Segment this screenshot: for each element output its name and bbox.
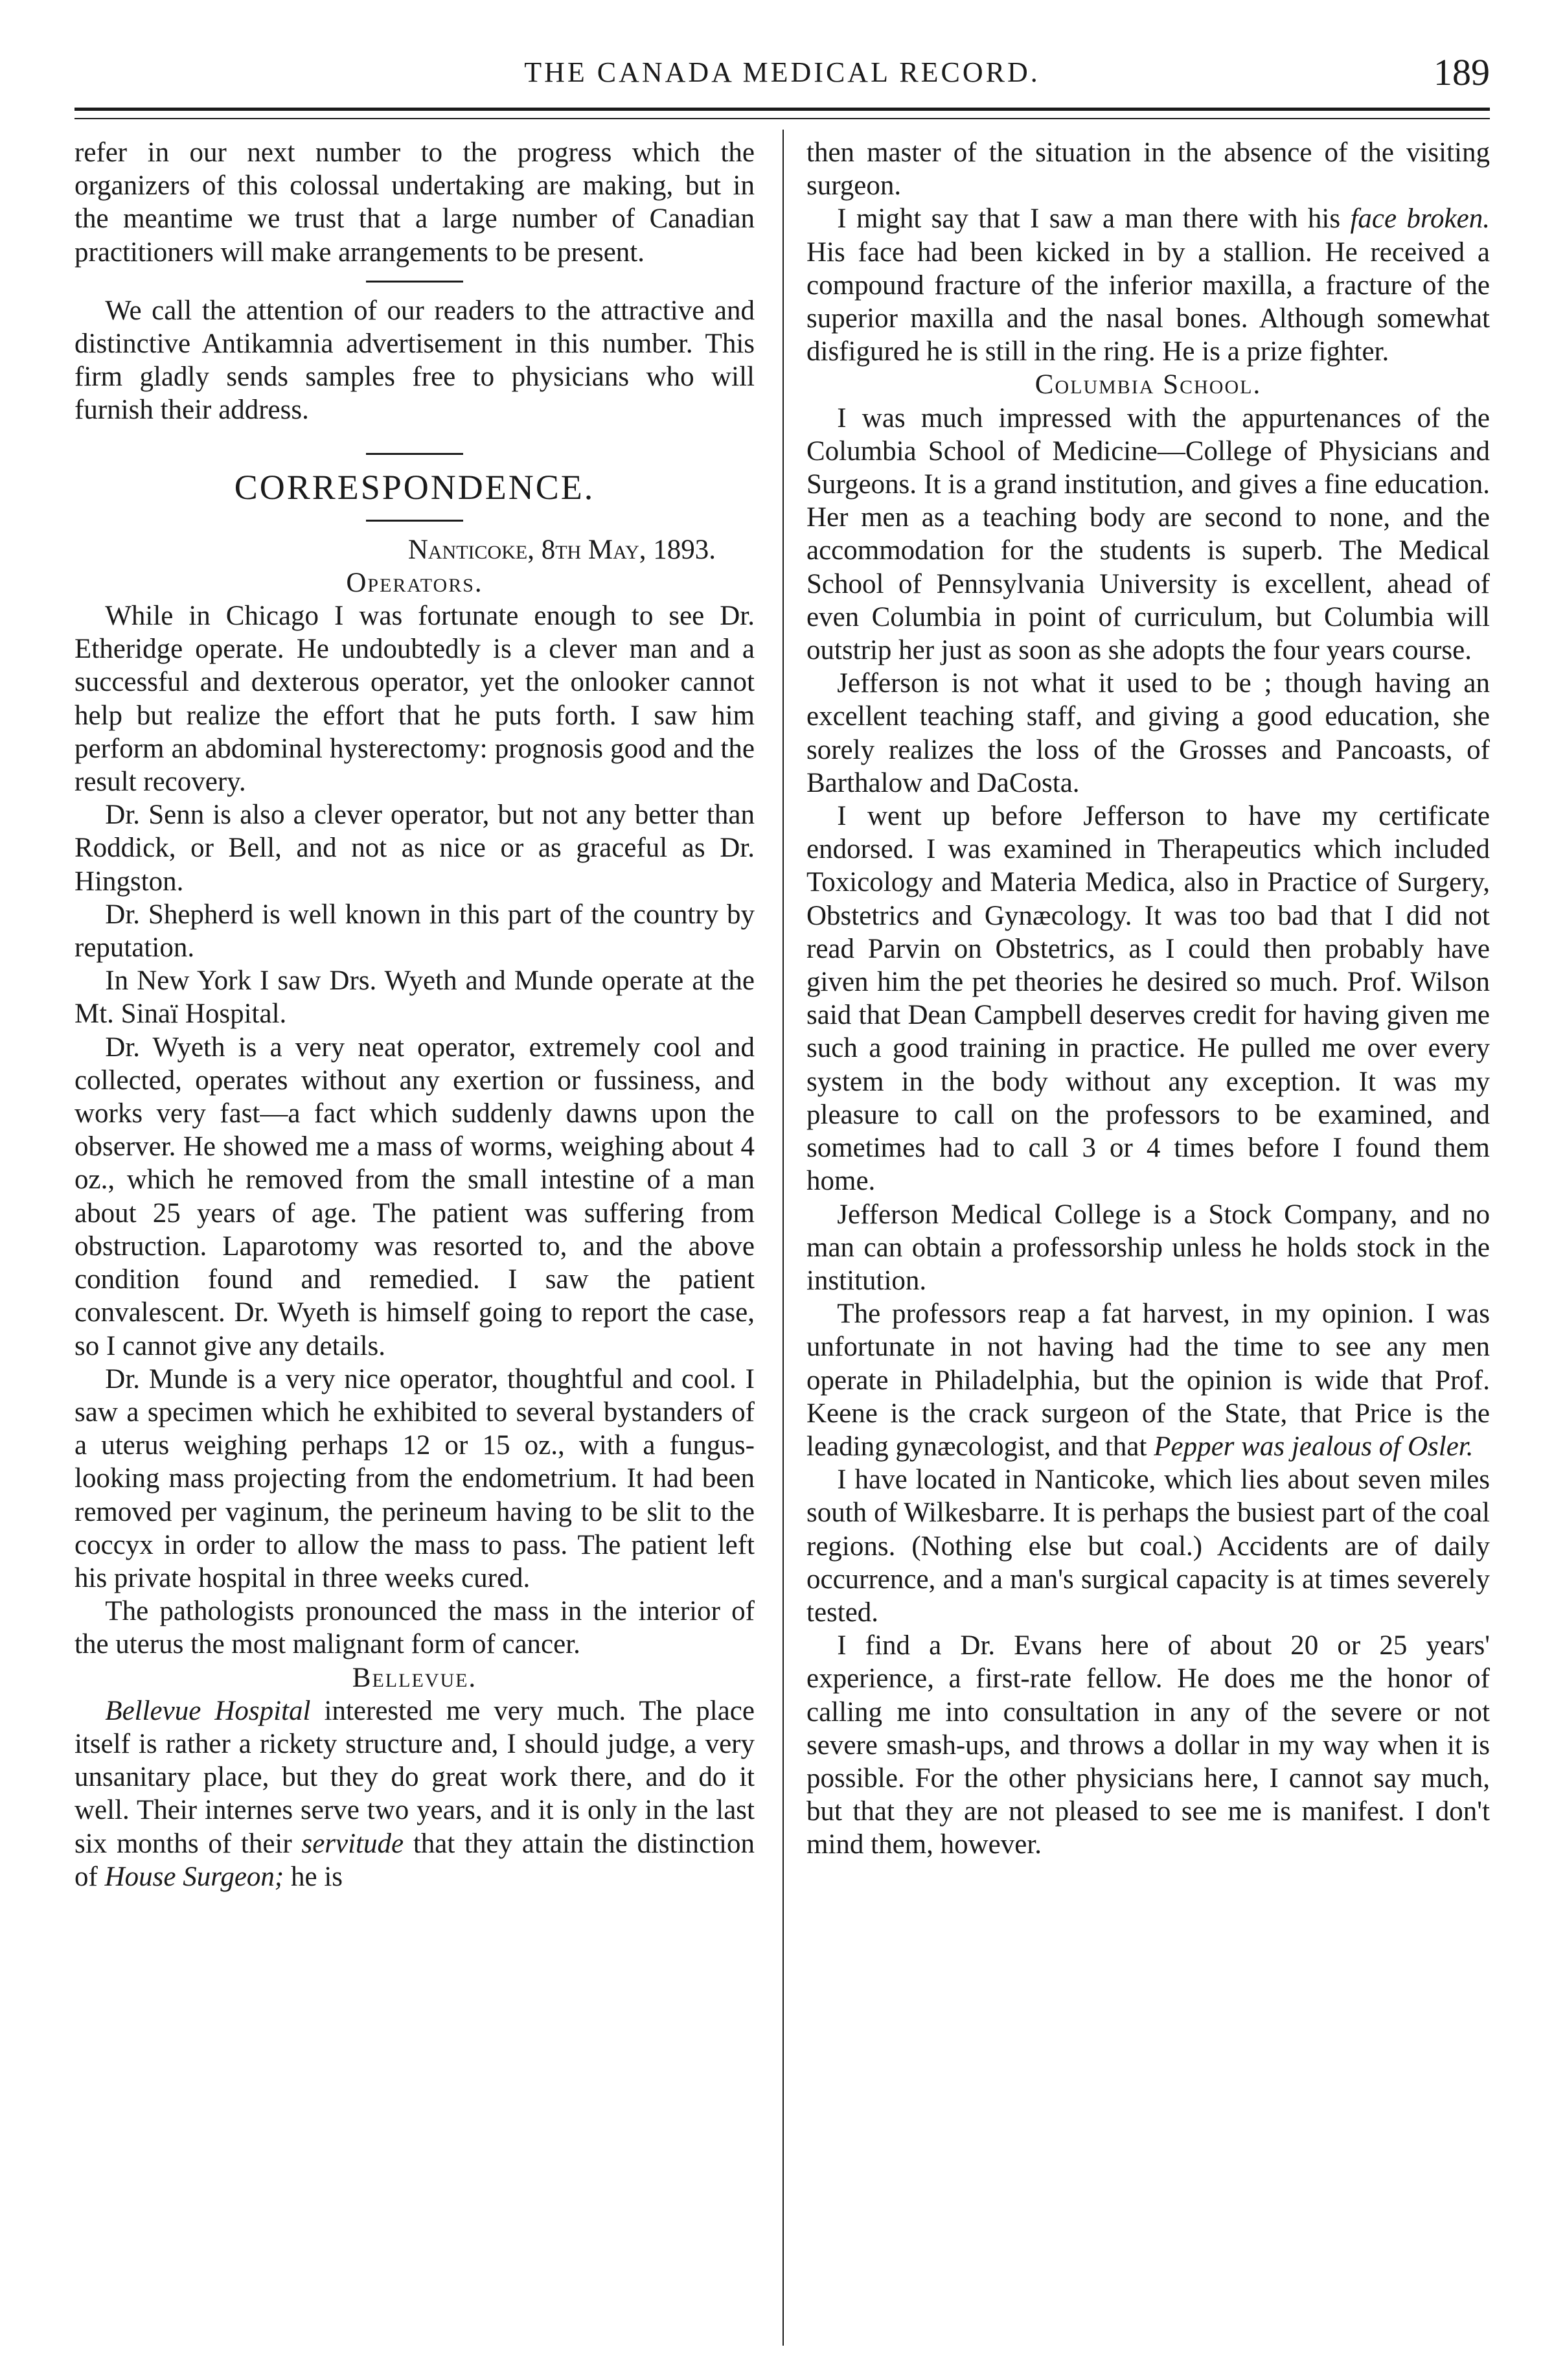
- paragraph: In New York I saw Drs. Wyeth and Munde operate at the Mt. Sinaï Hospital.: [74, 965, 755, 1030]
- paragraph: Dr. Munde is a very nice operator, thoughtful and cool. I saw a specimen which he exhibited to several bystanders of a uterus weighing perhaps 12 or 15 oz., with a fungus-looking mass projecting from the endometrium. It had been removed per vaginum, the perineum having to be slit to the coccyx in order to allow the mass to pass. The patient left his private hospital in three weeks cured.: [74, 1363, 755, 1593]
- subheading: Columbia School.: [1034, 369, 1262, 400]
- paragraph: I was much impressed with the appurtenances of the Columbia School of Medicine—College of Physicians and Surgeons. It is a grand institution, and gives a fine education. Her men as a teaching body are second to none, and the accommodation for the students is superb. The Medical School of Pennsylvania University is excellent, ahead of even Columbia in point of curriculum, but Columbia will outstrip her just as soon as she adopts the four years course.: [806, 402, 1490, 666]
- paragraph: [806, 202, 1490, 368]
- header-rule-thick: [74, 108, 1490, 111]
- italic-text: servitude: [301, 1828, 404, 1859]
- page-number: 189: [1434, 51, 1490, 93]
- italic-text: face broken.: [1350, 203, 1490, 235]
- left-column: [74, 136, 755, 1893]
- paragraph: The pathologists pronounced the mass in the interior of the uterus the most malignant form of cancer.: [74, 1596, 755, 1660]
- paragraph: Dr. Senn is also a clever operator, but not any better than Roddick, or Bell, and not as nice or as graceful as Dr. Hingston.: [74, 800, 755, 897]
- page-header: [74, 51, 1490, 109]
- paragraph: I find a Dr. Evans here of about 20 or 25 years' experience, a first-rate fellow. He does me the honor of calling me into consultation in any of the severe or not severe smash-ups, and throws a dollar in my way when it is possible. For the other physicians here, I cannot say much, but that they are not pleased to see me is manifest. I don't mind them, however.: [806, 1630, 1490, 1860]
- paragraph: then master of the situation in the absence of the visiting surgeon.: [806, 137, 1490, 202]
- paragraph: Jefferson Medical College is a Stock Company, and no man can obtain a professorship unless he holds stock in the institution.: [806, 1199, 1490, 1296]
- section-title: CORRESPONDENCE.: [234, 467, 595, 507]
- paragraph: Jefferson is not what it used to be ; though having an excellent teaching staff, and giving a good education, she sorely realizes the loss of the Grosses and Pancoasts, of Barthalow and DaCosta.: [806, 668, 1490, 798]
- paragraph: Dr. Wyeth is a very neat operator, extremely cool and collected, operates without any exertion or fussiness, and works very fast—a fact which suddenly dawns upon the observer. He showed me a mass of worms, weighing about 4 oz., which he removed from the small intestine of a man about 25 years of age. The patient was suffering from obstruction. Laparotomy was resorted to, and the above condition found and remedied. I saw the patient convalescent. Dr. Wyeth is himself going to report the case, so I cannot give any details.: [74, 1032, 755, 1361]
- subheading: Operators.: [346, 567, 483, 598]
- paragraph: Dr. Shepherd is well known in this part of the country by reputation.: [74, 899, 755, 964]
- journal-title: THE CANADA MEDICAL RECORD.: [524, 56, 1040, 88]
- text-run: The professors reap a fat harvest, in my opinion. I was unfortunate in not having had the time to see any men operate in Philadelphia, but the opinion is wide that Prof. Keene is the crack surgeon of the State, that Price is the leading gynæcologist, and that: [806, 1299, 1490, 1462]
- text-run: that they attain the distinction of: [74, 1828, 755, 1892]
- italic-text: Pepper was jealous of Osler.: [1154, 1431, 1474, 1462]
- column-divider: [782, 130, 784, 2346]
- right-column: [806, 136, 1490, 1862]
- paragraph: I have located in Nanticoke, which lies about seven miles south of Wilkesbarre. It is perhaps the busiest part of the coal regions. (Nothing else but coal.) Accidents are of daily occurrence, and a man's surgical capacity is at times severely tested.: [806, 1464, 1490, 1628]
- text-run: he is: [284, 1861, 343, 1892]
- separator-rule: [366, 520, 463, 522]
- text-run: His face had been kicked in by a stallion. He received a compound fracture of the inferior maxilla, a fracture of the superior maxilla and the nasal bones. Although somewhat disfigured he is still in the ring. He is a prize fighter.: [806, 237, 1490, 367]
- paragraph: refer in our next number to the progress which the organizers of this colossal undertaking are making, but in the meantime we trust that a large number of Canadian practitioners will make arrangements to be present.: [74, 137, 755, 268]
- text-run: I might say that I saw a man there with his: [837, 203, 1351, 235]
- text-run: interested me very much. The place itself is rather a rickety structure and, I should judge, a very unsanitary place, but they do great work there, and do it well. Their internes serve two years, and it is only in the last six months of their: [74, 1695, 755, 1859]
- separator-rule: [366, 281, 463, 283]
- italic-text: House Surgeon;: [104, 1861, 284, 1892]
- paragraph: [806, 1297, 1490, 1463]
- paragraph: While in Chicago I was fortunate enough to see Dr. Etheridge operate. He undoubtedly is a clever man and a successful and dexterous operator, yet the onlooker cannot help but realize the effort that he puts forth. I saw him perform an abdominal hysterectomy: prognosis good and the result recovery.: [74, 601, 755, 798]
- separator-rule: [366, 453, 463, 455]
- subheading: Bellevue.: [352, 1662, 477, 1693]
- italic-text: Bellevue Hospital: [105, 1695, 311, 1726]
- header-rule-thin: [74, 118, 1490, 119]
- dateline: Nanticoke, 8th May, 1893.: [407, 534, 716, 565]
- paragraph: We call the attention of our readers to the attractive and distinctive Antikamnia advertisement in this number. This firm gladly sends samples free to physicians who will furnish their address.: [74, 295, 755, 426]
- paragraph: [74, 1694, 755, 1893]
- paragraph: I went up before Jefferson to have my certificate endorsed. I was examined in Therapeutics which included Toxicology and Materia Medica, also in Practice of Surgery, Obstetrics and Gynæcology. It was too bad that I did not read Parvin on Obstetrics, as I could then probably have given him the pet theories he desired so much. Prof. Wilson said that Dean Campbell deserves credit for having given me such a good training in practice. He pulled me over every system in the body without any exception. It was my pleasure to call on the professors to be examined, and sometimes had to call 3 or 4 times before I found them home.: [806, 801, 1490, 1197]
